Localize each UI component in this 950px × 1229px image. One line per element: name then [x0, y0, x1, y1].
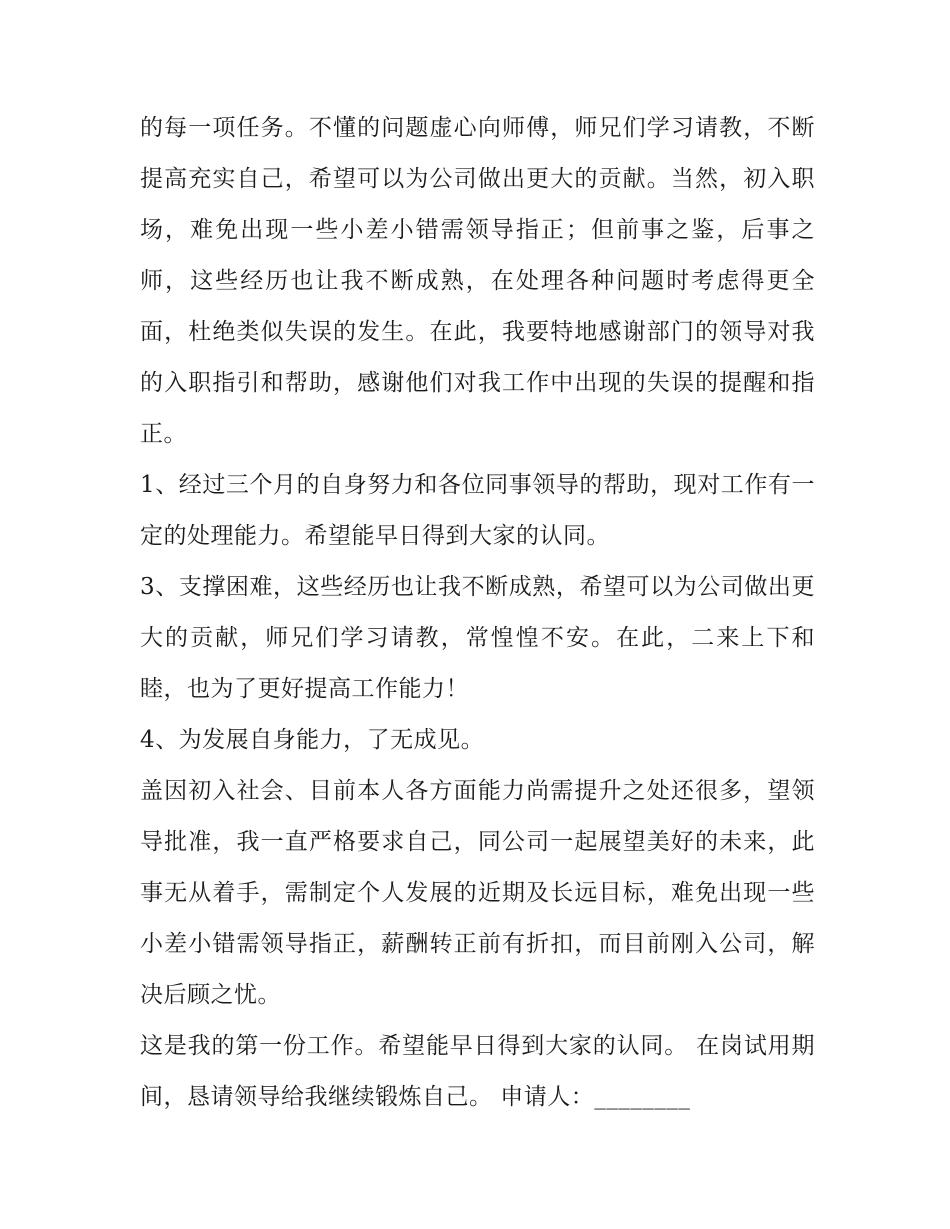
paragraph-item-4: 4、为发展自身能力，了无成见。	[140, 727, 485, 753]
paragraph-intro: 的每一项任务。不懂的问题虚心向师傅，师兄们学习请教，不断提高充实自己，希望可以为公司做出更大的贡献。当然，初入职场，难免出现一些小差小错需领导指正；但前事之鉴，后事之师，这些经历也让我不断成熟，在处理各种问题时考虑得更全面，杜绝类似失误的发生。在此，我要特地感谢部门的领导对我的入职指引和帮助，感谢他们对我工作中出现的失误的提醒和指正。	[140, 115, 815, 447]
signature-blank: ________	[594, 1084, 691, 1110]
paragraph-item-1: 1、经过三个月的自身努力和各位同事领导的帮助，现对工作有一定的处理能力。希望能早日得到大家的认同。	[140, 472, 815, 549]
paragraph-closing	[140, 1021, 815, 1123]
document-body	[140, 103, 815, 1123]
closing-text: 这是我的第一份工作。希望能早日得到大家的认同。 在岗试用期间，恳请领导给我继续锻炼自己。 申请人：	[140, 1033, 815, 1110]
paragraph-reason: 盖因初入社会、目前本人各方面能力尚需提升之处还很多，望领导批准，我一直严格要求自己，同公司一起展望美好的未来，此事无从着手，需制定个人发展的近期及长远目标，难免出现一些小差小错需领导指正，薪酬转正前有折扣，而目前刚入公司，解决后顾之忧。	[140, 778, 815, 1008]
paragraph-item-3: 3、支撑困难，这些经历也让我不断成熟，希望可以为公司做出更大的贡献，师兄们学习请教，常惶惶不安。在此，二来上下和睦，也为了更好提高工作能力！	[140, 574, 815, 702]
